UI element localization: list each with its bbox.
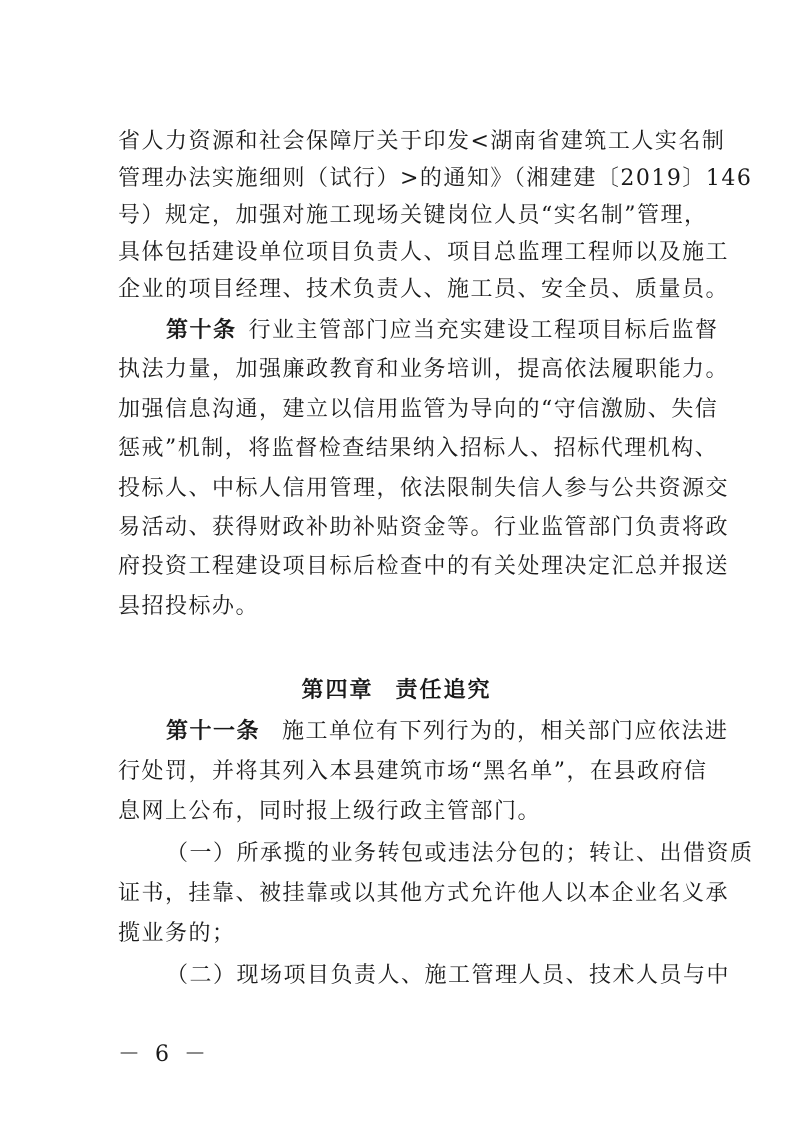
- text-line: 号）规定，加强对施工现场关键岗位人员“实名制”管理，: [118, 203, 708, 228]
- text-line: 执法力量，加强廉政教育和业务培训，提高依法履职能力。: [118, 357, 730, 382]
- text-line: 投标人、中标人信用管理，依法限制失信人参与公共资源交: [118, 476, 730, 501]
- text-span: 施工单位有下列行为的，相关部门应依法进: [282, 719, 729, 744]
- list-item-1-line: （一）所承揽的业务转包或违法分包的；转让、出借资质: [166, 841, 754, 866]
- text-line: 具体包括建设单位项目负责人、项目总监理工程师以及施工: [118, 240, 730, 265]
- chapter-number: 第四章: [301, 678, 374, 703]
- page-number: － 6 －: [118, 1042, 210, 1067]
- text-span: 行业主管部门应当充实建设工程项目标后监督: [248, 318, 719, 343]
- article-11-title: 第十一条: [166, 719, 261, 744]
- text-line: 行处罚，并将其列入本县建筑市场“黑名单”，在县政府信: [118, 759, 708, 784]
- list-item-2-line: （二）现场项目负责人、施工管理人员、技术人员与中: [166, 963, 731, 988]
- text-line: 息网上公布，同时报上级行政主管部门。: [118, 799, 542, 824]
- article-11-first-line: [166, 717, 729, 747]
- text-line: 揽业务的；: [118, 921, 236, 946]
- text-line: 县招投标办。: [118, 594, 260, 619]
- article-10-title: 第十条: [166, 318, 237, 343]
- text-line: 易活动、获得财政补助补贴资金等。行业监管部门负责将政: [118, 515, 730, 540]
- text-line: 省人力资源和社会保障厅关于印发<湖南省建筑工人实名制: [118, 129, 726, 154]
- article-10-first-line: [166, 316, 719, 346]
- text-line: 加强信息沟通，建立以信用监管为导向的“守信激励、失信: [118, 397, 719, 422]
- text-line: 证书，挂靠、被挂靠或以其他方式允许他人以本企业名义承: [118, 881, 730, 906]
- text-line: 惩戒”机制，将监督检查结果纳入招标人、招标代理机构、: [118, 436, 719, 461]
- text-line: 府投资工程建设项目标后检查中的有关处理决定汇总并报送: [118, 554, 730, 579]
- chapter-title: 责任追究: [395, 678, 492, 703]
- text-line: 管理办法实施细则（试行）>的通知》（湘建建〔2019〕146: [118, 166, 753, 191]
- chapter-heading: [0, 676, 793, 706]
- text-line: 企业的项目经理、技术负责人、施工员、安全员、质量员。: [118, 277, 730, 302]
